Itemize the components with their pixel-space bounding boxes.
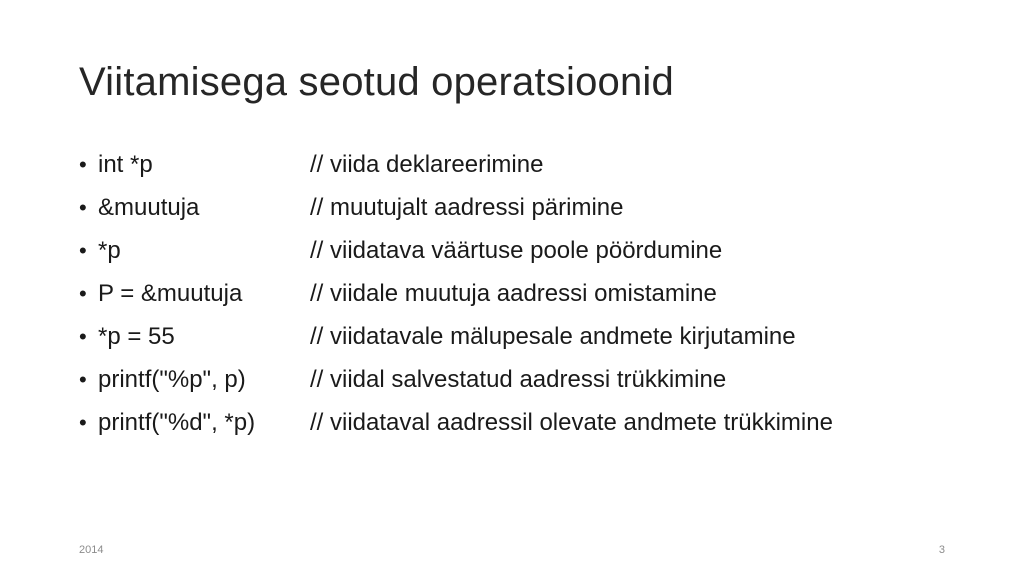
list-item <box>79 194 979 237</box>
list-item <box>79 280 979 323</box>
bullet-icon: • <box>79 367 87 392</box>
code-comment: // viidal salvestatud aadressi trükkimine <box>310 366 727 393</box>
list-item <box>79 237 979 280</box>
bullet-icon: • <box>79 410 87 435</box>
code-snippet: &muutuja <box>98 194 200 221</box>
code-comment: // viida deklareerimine <box>310 151 544 178</box>
code-snippet: int *p <box>98 151 153 178</box>
list-item <box>79 366 979 409</box>
bullet-icon: • <box>79 324 87 349</box>
slide-title: Viitamisega seotud operatsioonid <box>79 60 674 104</box>
code-snippet: *p <box>98 237 121 264</box>
footer-date: 2014 <box>79 544 104 556</box>
list-item <box>79 409 979 452</box>
code-snippet: *p = 55 <box>98 323 175 350</box>
bullet-icon: • <box>79 238 87 263</box>
bullet-icon: • <box>79 281 87 306</box>
code-comment: // viidataval aadressil olevate andmete trükkimine <box>310 409 833 436</box>
bullet-list <box>79 151 979 452</box>
bullet-icon: • <box>79 152 87 177</box>
code-snippet: P = &muutuja <box>98 280 243 307</box>
footer-page-number: 3 <box>938 544 945 556</box>
list-item <box>79 151 979 194</box>
list-item <box>79 323 979 366</box>
code-comment: // viidatava väärtuse poole pöördumine <box>310 237 723 264</box>
code-comment: // muutujalt aadressi pärimine <box>310 194 624 221</box>
code-snippet: printf("%d", *p) <box>98 409 256 436</box>
code-snippet: printf("%p", p) <box>98 366 246 393</box>
bullet-icon: • <box>79 195 87 220</box>
code-comment: // viidatavale mälupesale andmete kirjutamine <box>310 323 796 350</box>
code-comment: // viidale muutuja aadressi omistamine <box>310 280 717 307</box>
